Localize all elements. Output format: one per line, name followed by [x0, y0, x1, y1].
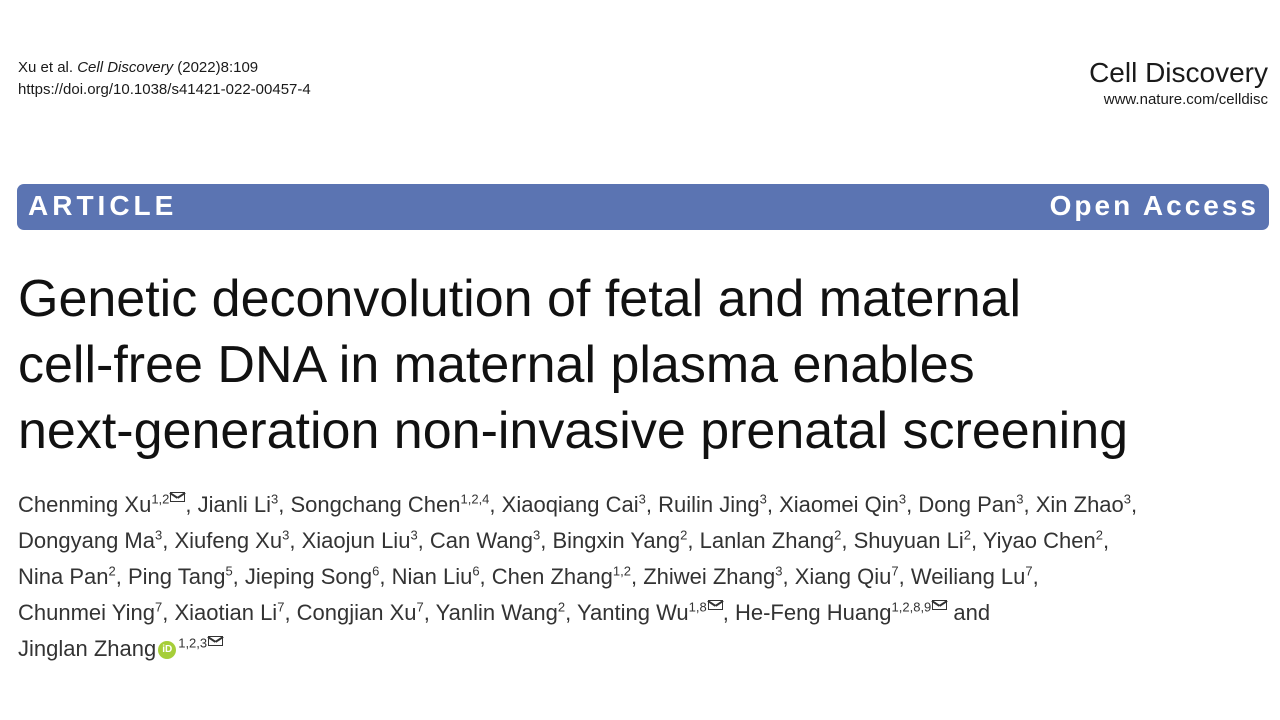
- author-name[interactable]: Xiang Qiu: [794, 564, 892, 589]
- author-name[interactable]: Yanting Wu: [576, 600, 689, 625]
- author-affiliation: 3: [1123, 491, 1132, 507]
- author-affiliation: 1,8: [688, 599, 707, 615]
- author-name[interactable]: Xiaoqiang Cai: [501, 492, 639, 517]
- author-affiliation: 1,2,4: [460, 491, 490, 507]
- author-name[interactable]: Zhiwei Zhang: [643, 564, 776, 589]
- author-name[interactable]: Xiufeng Xu: [174, 528, 283, 553]
- author-line: Chunmei Ying$^7$, Xiaotian Li$^7$, Congjian Xu$^7$, Yanlin Wang$^2$, Yanting Wu$^{1,8}$ , He-Feng Huang$^{1,2,8,9}$ and: [18, 599, 991, 625]
- author-name[interactable]: Yiyao Chen: [982, 528, 1096, 553]
- author-affiliation: 6: [472, 563, 480, 579]
- open-access-label: Open Access: [1049, 190, 1259, 221]
- journal-url-link[interactable]: www.nature.com/celldisc: [1103, 91, 1268, 108]
- author-affiliation: 2: [108, 563, 116, 579]
- article-title: [18, 266, 1268, 464]
- author-line: [18, 631, 1270, 667]
- author-name[interactable]: Yanlin Wang: [435, 600, 558, 625]
- author-name[interactable]: Xiaomei Qin: [779, 492, 899, 517]
- author-affiliation: 3: [759, 491, 767, 507]
- author-affiliation: 7: [277, 599, 285, 615]
- author-name[interactable]: Jieping Song: [244, 564, 373, 589]
- author-affiliation: 2: [557, 599, 566, 615]
- author-name[interactable]: Can Wang: [429, 528, 534, 553]
- citation-suffix: (2022)8:109: [177, 59, 259, 76]
- author-affiliation: 2: [963, 527, 971, 543]
- citation-block: [18, 57, 311, 101]
- author-affiliation: 3: [154, 527, 163, 543]
- author-name[interactable]: Dongyang Ma: [18, 528, 155, 553]
- author-affiliation: 3: [282, 527, 290, 543]
- author-affiliation: 3: [898, 491, 907, 507]
- email-icon[interactable]: [708, 600, 723, 610]
- author-affiliation: 2: [680, 527, 688, 543]
- author-affiliation: 3: [638, 491, 646, 507]
- author-affiliation: 1,2: [151, 491, 170, 507]
- doi-link[interactable]: https://doi.org/10.1038/s41421-022-00457-4: [18, 81, 311, 98]
- author-name[interactable]: Songchang Chen: [290, 492, 461, 517]
- author-affiliation: 3: [410, 527, 418, 543]
- email-icon[interactable]: [932, 600, 947, 610]
- email-icon[interactable]: [170, 492, 185, 502]
- author-line: Chenming Xu$^{1,2}$ , Jianli Li$^3$, Songchang Chen$^{1,2,4}$, Xiaoqiang Cai$^3$, Ruilin Jing$^3$, Xiaomei Qin$^3$, Dong Pan$^3$, Xin Zhao$^3$,: [18, 491, 1138, 517]
- author-affiliation: 3: [1016, 491, 1024, 507]
- author-name[interactable]: Chunmei Ying: [18, 600, 155, 625]
- title-line: next-generation non-invasive prenatal screening: [18, 402, 1129, 460]
- author-line: Dongyang Ma$^3$, Xiufeng Xu$^3$, Xiaojun Liu$^3$, Can Wang$^3$, Bingxin Yang$^2$, Lanlan Zhang$^2$, Shuyuan Li$^2$, Yiyao Chen$^2$,: [18, 527, 1110, 553]
- author-name[interactable]: Dong Pan: [918, 492, 1017, 517]
- and-word: and: [953, 600, 991, 625]
- citation-line: [18, 57, 311, 79]
- title-line: Genetic deconvolution of fetal and maternal: [18, 270, 1022, 328]
- author-name[interactable]: Ruilin Jing: [658, 492, 760, 517]
- article-type-label: ARTICLE: [28, 190, 178, 221]
- author-affiliation: 3: [271, 491, 279, 507]
- author-affiliation: 3: [775, 563, 783, 579]
- article-banner: [17, 184, 1269, 230]
- author-name[interactable]: Lanlan Zhang: [699, 528, 835, 553]
- author-name[interactable]: Jinglan Zhang: [18, 636, 157, 661]
- author-name[interactable]: Congjian Xu: [296, 600, 417, 625]
- author-affiliation: 1,2: [612, 563, 631, 579]
- author-affiliation: 1,2,3: [178, 635, 208, 651]
- author-affiliation: 6: [372, 563, 380, 579]
- citation-prefix: Xu et al.: [18, 59, 74, 76]
- author-affiliation: 2: [1095, 527, 1103, 543]
- author-name[interactable]: Xin Zhao: [1035, 492, 1124, 517]
- author-name[interactable]: Nina Pan: [18, 564, 109, 589]
- author-affiliation: 3: [533, 527, 541, 543]
- author-name[interactable]: Jianli Li: [197, 492, 271, 517]
- author-name[interactable]: Chenming Xu: [18, 492, 152, 517]
- author-line: Nina Pan$^2$, Ping Tang$^5$, Jieping Song$^6$, Nian Liu$^6$, Chen Zhang$^{1,2}$, Zhiwei Zhang$^3$, Xiang Qiu$^7$, Weiliang Lu$^7$,: [18, 563, 1039, 589]
- author-name[interactable]: Xiaojun Liu: [301, 528, 411, 553]
- orcid-icon[interactable]: iD: [158, 641, 176, 659]
- author-list: [18, 487, 1270, 667]
- journal-brand-title: Cell Discovery: [1089, 57, 1268, 88]
- author-affiliation: 5: [225, 563, 233, 579]
- author-name[interactable]: Weiliang Lu: [910, 564, 1026, 589]
- author-affiliation: 2: [834, 527, 842, 543]
- author-name[interactable]: Ping Tang: [127, 564, 226, 589]
- author-name[interactable]: He-Feng Huang: [734, 600, 892, 625]
- journal-brand: [1089, 56, 1268, 110]
- author-name[interactable]: Nian Liu: [391, 564, 473, 589]
- title-line: cell-free DNA in maternal plasma enables: [18, 336, 975, 394]
- author-affiliation: 7: [416, 599, 424, 615]
- author-name[interactable]: Chen Zhang: [491, 564, 613, 589]
- author-affiliation: 1,2,8,9: [891, 599, 932, 615]
- author-name[interactable]: Xiaotian Li: [174, 600, 278, 625]
- author-affiliation: 7: [891, 563, 899, 579]
- email-icon[interactable]: [208, 636, 223, 646]
- journal-name: Cell Discovery: [77, 59, 174, 76]
- author-affiliation: 7: [1025, 563, 1033, 579]
- author-name[interactable]: Bingxin Yang: [552, 528, 681, 553]
- author-name[interactable]: Shuyuan Li: [853, 528, 964, 553]
- author-affiliation: 7: [154, 599, 163, 615]
